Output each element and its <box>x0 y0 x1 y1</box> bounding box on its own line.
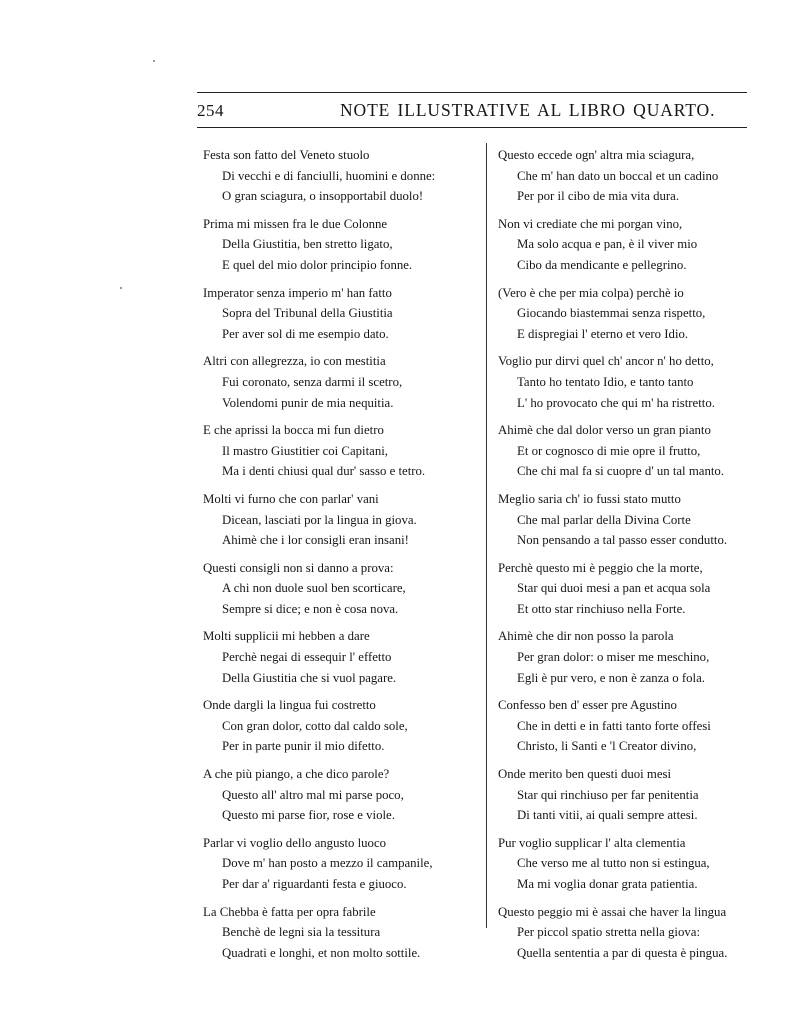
verse-line: Per aver sol di me esempio dato. <box>222 326 389 341</box>
verse-line: Benchè de legni sia la tessitura <box>222 925 381 940</box>
verse-line: Molti vi furno che con parlar' vani <box>203 491 379 506</box>
verse-line: Sempre si dice; e non è cosa nova. <box>222 601 399 616</box>
stanza <box>203 420 478 482</box>
verse-line: Questo peggio mi è assai che haver la lingua <box>498 904 727 919</box>
verse-line: Confesso ben d' esser pre Agustino <box>498 698 677 713</box>
verse-line: Fui coronato, senza darmi il scetro, <box>222 374 403 389</box>
verse-line: Che chi mal fa si cuopre d' un tal manto. <box>517 464 724 479</box>
verse-line: Christo, li Santi e 'l Creator divino, <box>517 739 697 754</box>
header-bottom-rule <box>197 127 747 128</box>
verse-line: Di vecchi e di fanciulli, huomini e donne: <box>222 168 436 183</box>
verse-line: Che m' han dato un boccal et un cadino <box>517 168 719 183</box>
verse-line: Tanto ho tentato Idio, e tanto tanto <box>517 374 694 389</box>
verse-line: Et or cognosco di mie opre il frutto, <box>517 443 701 458</box>
verse-line: Che mal parlar della Divina Corte <box>517 512 691 527</box>
verse-line: A che più piango, a che dico parole? <box>203 767 390 782</box>
verse-line: Molti supplicii mi hebben a dare <box>203 629 370 644</box>
verse-line: Per in parte punir il mio difetto. <box>222 739 385 754</box>
stanza <box>203 833 478 895</box>
verse-line: Imperator senza imperio m' han fatto <box>203 285 392 300</box>
verse-line: Per por il cibo de mia vita dura. <box>517 189 680 204</box>
verse-line: Dove m' han posto a mezzo il campanile, <box>222 856 433 871</box>
verse-line: Questi consigli non si danno a prova: <box>203 560 394 575</box>
stanza <box>498 695 758 757</box>
verse-line: Cibo da mendicante e pellegrino. <box>517 257 687 272</box>
verse-line: Sopra del Tribunal della Giustitia <box>222 306 393 321</box>
verse-line: Il mastro Giustitier coi Capitani, <box>222 443 388 458</box>
verse-line: Volendomi punir de mia nequitia. <box>222 395 394 410</box>
verse-line: Con gran dolor, cotto dal caldo sole, <box>222 718 408 733</box>
verse-line: Ahimè che i lor consigli eran insani! <box>222 533 409 548</box>
verse-line: Non vi crediate che mi porgan vino, <box>498 216 683 231</box>
verse-line: Star qui rinchiuso per far penitentia <box>517 787 699 802</box>
verse-line: L' ho provocato che qui m' ha ristretto. <box>517 395 715 410</box>
stanza <box>498 833 758 895</box>
verse-line: Meglio saria ch' io fussi stato mutto <box>498 491 681 506</box>
verse-line: E dispregiai l' eterno et vero Idio. <box>517 326 689 341</box>
verse-line: Pur voglio supplicar l' alta clementia <box>498 835 686 850</box>
verse-line: E quel del mio dolor principio fonne. <box>222 257 413 272</box>
left-column <box>203 145 478 970</box>
verse-line: Et otto star rinchiuso nella Forte. <box>517 601 686 616</box>
verse-line: Perchè negai di essequir l' effetto <box>222 650 392 665</box>
stanza <box>498 558 758 620</box>
verse-line: Questo mi parse fior, rose e viole. <box>222 808 395 823</box>
verse-line: Che verso me al tutto non si estingua, <box>517 856 710 871</box>
page-header <box>197 100 747 124</box>
verse-line: Questo eccede ogn' altra mia sciagura, <box>498 148 695 162</box>
verse-line: Egli è pur vero, e non è zanza o fola. <box>517 670 705 685</box>
verse-line: Onde dargli la lingua fui costretto <box>203 698 376 713</box>
stanza <box>498 283 758 345</box>
header-top-rule <box>197 92 747 93</box>
paper-speck <box>153 60 155 62</box>
verse-line: Perchè questo mi è peggio che la morte, <box>498 560 703 575</box>
stanza <box>203 695 478 757</box>
stanza <box>498 764 758 826</box>
verse-line: Ahimè che dal dolor verso un gran pianto <box>498 423 711 438</box>
stanza <box>498 420 758 482</box>
stanza <box>203 902 478 964</box>
verse-line: Della Giustitia, ben stretto ligato, <box>222 237 393 252</box>
right-column <box>498 145 758 970</box>
verse-line: Non pensando a tal passo esser condutto. <box>517 533 728 548</box>
stanza <box>203 764 478 826</box>
verse-line: Per piccol spatio stretta nella giova: <box>517 925 701 940</box>
verse-line: Voglio pur dirvi quel ch' ancor n' ho detto, <box>498 354 714 369</box>
verse-line: Per dar a' riguardanti festa e giuoco. <box>222 877 407 891</box>
stanza <box>203 214 478 276</box>
stanza <box>498 489 758 551</box>
stanza <box>498 902 758 964</box>
verse-line: Per gran dolor: o miser me meschino, <box>517 650 710 665</box>
verse-line: La Chebba è fatta per opra fabrile <box>203 904 376 919</box>
verse-line: A chi non duole suol ben scorticare, <box>222 581 406 596</box>
verse-line: Dicean, lasciati por la lingua in giova. <box>222 512 417 527</box>
verse-line: Quadrati e longhi, et non molto sottile. <box>222 945 421 960</box>
verse-line: Ma i denti chiusi qual dur' sasso e tetro. <box>222 464 426 479</box>
verse-line: Onde merito ben questi duoi mesi <box>498 767 672 782</box>
verse-line: Giocando biastemmai senza rispetto, <box>517 306 706 321</box>
stanza <box>498 351 758 413</box>
paper-speck <box>120 287 122 289</box>
stanza <box>203 351 478 413</box>
verse-line: E che aprissi la bocca mi fun dietro <box>203 423 384 438</box>
verse-line: Di tanti vitii, ai quali sempre attesi. <box>517 808 698 823</box>
running-title: NOTE ILLUSTRATIVE AL LIBRO QUARTO. <box>340 100 716 120</box>
verse-line: Ma mi voglia donar grata patientia. <box>517 877 698 891</box>
verse-line: Che in detti e in fatti tanto forte offesi <box>517 718 711 733</box>
stanza <box>203 558 478 620</box>
verse-line: Della Giustitia che si vuol pagare. <box>222 670 397 685</box>
verse-line: Parlar vi voglio dello angusto luoco <box>203 835 387 850</box>
stanza <box>203 145 478 207</box>
stanza <box>498 145 758 207</box>
verse-line: Altri con allegrezza, io con mestitia <box>203 354 386 369</box>
verse-line: (Vero è che per mia colpa) perchè io <box>498 285 684 300</box>
verse-line: Prima mi missen fra le due Colonne <box>203 216 388 231</box>
stanza <box>203 283 478 345</box>
stanza <box>498 214 758 276</box>
verse-line: Star qui duoi mesi a pan et acqua sola <box>517 581 711 596</box>
verse-line: Festa son fatto del Veneto stuolo <box>203 148 370 162</box>
stanza <box>203 626 478 688</box>
verse-line: Quella sententia a par di questa è pingua. <box>517 945 728 960</box>
stanza <box>203 489 478 551</box>
verse-line: Ahimè che dir non posso la parola <box>498 629 674 644</box>
page-number: 254 <box>197 101 224 120</box>
verse-line: O gran sciagura, o insopportabil duolo! <box>222 189 424 204</box>
column-divider <box>486 143 487 928</box>
verse-line: Ma solo acqua e pan, è il viver mio <box>517 237 698 252</box>
stanza <box>498 626 758 688</box>
verse-line: Questo all' altro mal mi parse poco, <box>222 787 404 802</box>
